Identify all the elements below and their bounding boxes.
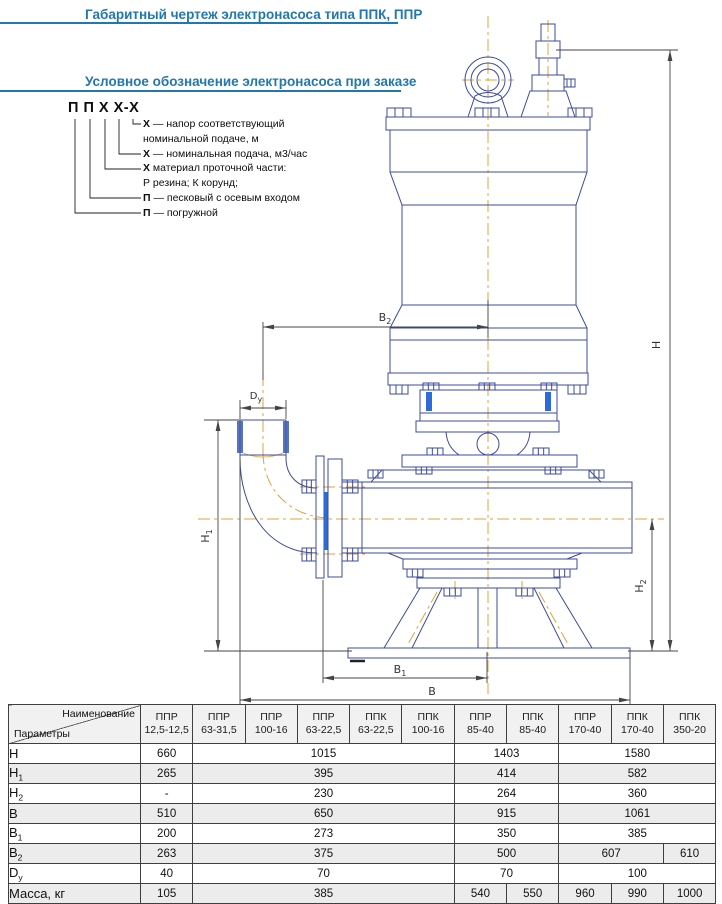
value-cell: 395 [193,764,454,784]
bolt-icon [516,588,533,596]
bolt-icon [541,383,557,390]
dim-label-h: H [650,340,663,350]
dimension-arrows [216,50,673,702]
bolt-icon [387,108,411,117]
value-cell: 1015 [193,744,454,764]
arrowhead-icon [476,676,487,681]
value-cell: 1000 [663,884,715,904]
value-cell: 1580 [559,744,716,764]
value-cell: 70 [193,864,454,884]
value-cell: 70 [454,864,559,884]
designation-line: П — песковый с осевым входом [143,191,300,204]
value-cell: 263 [141,844,193,864]
table-row [9,844,716,864]
order-title: Условное обозначение электронасоса при заказе [85,74,417,89]
arrowhead-icon [619,698,630,703]
value-cell: 385 [559,824,716,844]
value-cell: 607 [559,844,664,864]
param-cell: $D_y$ [9,864,141,884]
bolt-icon [427,448,443,455]
arrowhead-icon [216,420,221,431]
bolt-icon [568,108,592,117]
designation-line: Х материал проточной части: [143,162,287,175]
value-cell: 960 [559,884,611,904]
table-row [9,804,716,824]
param-cell: $H_2$ [9,784,141,804]
table-row [9,864,716,884]
arrowhead-icon [323,676,334,681]
bolt-icon [475,108,499,117]
designation-tree [75,119,141,213]
value-cell: 915 [454,804,559,824]
value-cell: 510 [141,804,193,824]
bolts [302,108,604,596]
arrowhead-icon [275,406,286,411]
value-cell: 105 [141,884,193,904]
value-cell: 1403 [454,744,559,764]
column-header: ППК 100-16 [402,705,454,744]
value-cell: 375 [193,844,454,864]
corner-cell: Наименование Параметры [9,705,141,744]
value-cell: 265 [141,764,193,784]
value-cell: 264 [454,784,559,804]
arrowhead-icon [668,640,673,651]
column-header: ППК 85-40 [507,705,559,744]
param-cell: H [9,744,141,764]
value-cell: 610 [663,844,715,864]
bolt-icon [554,569,570,577]
arrowhead-icon [240,698,251,703]
value-cell: 360 [559,784,716,804]
value-cell: 550 [507,884,559,904]
arrowhead-icon [240,406,251,411]
value-cell: 660 [141,744,193,764]
table-row [9,784,716,804]
column-header: ППК 170-40 [611,705,663,744]
column-header: ППР 85-40 [454,705,506,744]
table-row [9,884,716,904]
bolt-icon [407,569,423,577]
bolt-icon [568,385,586,394]
dimensions-table [8,704,716,904]
param-cell: $B_2$ [9,844,141,864]
designation-line: Р резина; К корунд; [143,177,238,190]
column-header: ППК 350-20 [663,705,715,744]
value-cell: 273 [193,824,454,844]
param-cell: $B_1$ [9,824,141,844]
value-cell: 990 [611,884,663,904]
table-row [9,764,716,784]
bolt-icon [479,383,495,390]
arrowhead-icon [668,50,673,61]
designation-line: номинальной подаче, м [143,132,259,145]
param-cell: Масса, кг [9,884,141,904]
value-cell: 350 [454,824,559,844]
param-cell: B [9,804,141,824]
arrowhead-icon [650,519,655,530]
value-cell: 414 [454,764,559,784]
dim-label-b1: $B_1$ [393,663,407,678]
dim-label-b2: $B_2$ [378,311,392,326]
arrowhead-icon [216,640,221,651]
dim-label-b: B [428,685,436,698]
dim-label-h2: $H_2$ [633,579,648,593]
column-header: ППР 12,5-12,5 [141,705,193,744]
dimension-lines [204,50,678,705]
value-cell: 40 [141,864,193,884]
value-cell: 500 [454,844,559,864]
designation-line: Х — номинальная подача, м3/час [143,147,308,160]
value-cell: 230 [193,784,454,804]
designation-line: Х — напор соответствующий [143,118,285,130]
column-header: ППР 63-22,5 [297,705,349,744]
arrowhead-icon [477,325,488,330]
dim-label-dy: $D_y$ [249,391,263,404]
column-header: ППР 170-40 [559,705,611,744]
column-header: ППР 100-16 [245,705,297,744]
value-cell: 200 [141,824,193,844]
arrowhead-icon [650,640,655,651]
value-cell: 1061 [559,804,716,824]
centerlines [198,16,664,694]
value-cell: 650 [193,804,454,824]
designation-code: П П Х Х-Х [68,100,140,116]
support-stand [348,578,630,661]
table-row [9,744,716,764]
column-header: ППК 63-22,5 [350,705,402,744]
value-cell: 385 [193,884,454,904]
arrowhead-icon [263,325,274,330]
value-cell: 582 [559,764,716,784]
column-header: ППР 63-31,5 [193,705,245,744]
bolt-icon [533,448,549,455]
value-cell: - [141,784,193,804]
dim-label-h1: $H_1$ [199,529,214,543]
value-cell: 540 [454,884,506,904]
bolt-icon [444,588,461,596]
page-title: Габаритный чертеж электронасоса типа ППК, ППР [85,7,423,22]
bolt-icon [423,383,439,390]
table-row [9,824,716,844]
bolt-icon [390,385,408,394]
value-cell: 100 [559,864,716,884]
param-cell: $H_1$ [9,764,141,784]
designation-line: П — погружной [143,206,218,219]
